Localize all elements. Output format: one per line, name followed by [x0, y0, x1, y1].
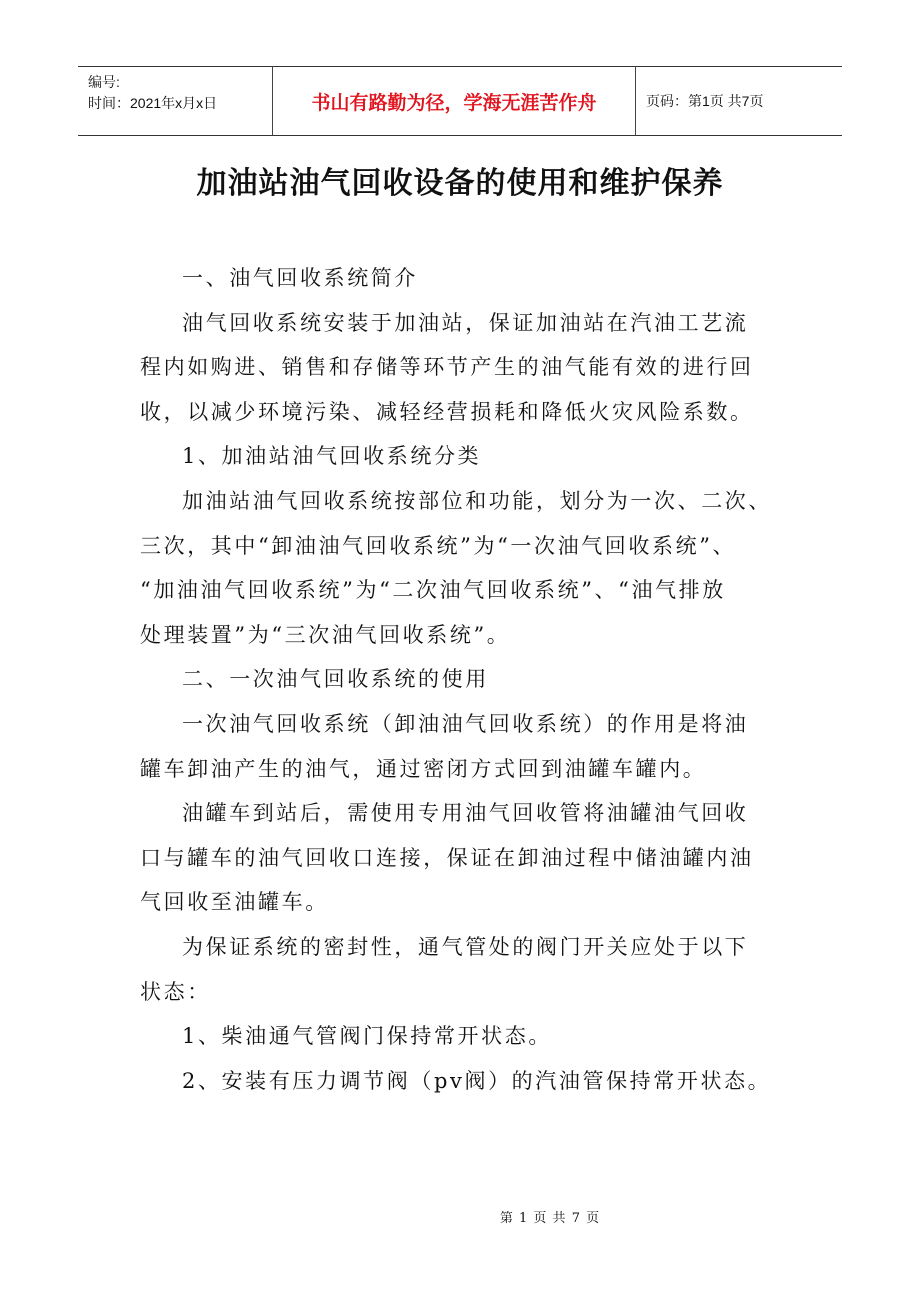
- footer-page-number: 第 1 页 共 7 页: [499, 1211, 601, 1226]
- text-line: 气回收至油罐车。: [140, 890, 329, 915]
- header-info-cell: [78, 67, 273, 135]
- header-motto-cell: [273, 67, 636, 135]
- text-line: 加油站油气回收系统按部位和功能，划分为一次、二次、: [182, 488, 772, 513]
- paragraph: [140, 1059, 790, 1104]
- text-line: 口与罐车的油气回收口连接，保证在卸油过程中储油罐内油: [140, 845, 754, 870]
- text-line: 2、安装有压力调节阀（pv阀）的汽油管保持常开状态。: [182, 1068, 772, 1093]
- text-line: 一、油气回收系统简介: [182, 266, 418, 290]
- paragraph: [140, 702, 790, 791]
- motto-text: 书山有路勤为径，学海无涯苦作舟: [311, 91, 597, 114]
- text-line: 油气回收系统安装于加油站，保证加油站在汽油工艺流: [182, 310, 749, 335]
- code-label: 编号:: [88, 74, 120, 90]
- text-line: 状态：: [140, 979, 211, 1004]
- paragraph: [140, 479, 790, 657]
- text-line: 油罐车到站后，需使用专用油气回收管将油罐油气回收: [182, 801, 749, 826]
- page-footer: [0, 1207, 920, 1226]
- text-line: “加油油气回收系统”为“二次油气回收系统”、“油气排放: [140, 578, 726, 603]
- text-line: 1、柴油通气管阀门保持常开状态。: [182, 1024, 552, 1049]
- text-line: 二、一次油气回收系统的使用: [182, 667, 489, 692]
- paragraph: [140, 434, 790, 479]
- paragraph: [140, 657, 790, 702]
- document-title: 加油站油气回收设备的使用和维护保养: [196, 166, 724, 201]
- header-table: [78, 66, 842, 136]
- document-body: [140, 256, 790, 1103]
- text-line: 程内如购进、销售和存储等环节产生的油气能有效的进行回: [140, 355, 754, 380]
- paragraph: [140, 1014, 790, 1059]
- text-line: 处理装置”为“三次油气回收系统”。: [140, 622, 511, 647]
- text-line: 1、加油站油气回收系统分类: [182, 444, 482, 469]
- time-label: 时间：2021年x月x日: [88, 95, 218, 111]
- paragraph: [140, 925, 790, 1014]
- paragraph: [140, 791, 790, 925]
- text-line: 罐车卸油产生的油气，通过密闭方式回到油罐车罐内。: [140, 756, 707, 781]
- paragraph: [140, 301, 790, 435]
- text-line: 三次，其中“卸油油气回收系统”为“一次油气回收系统”、: [140, 533, 737, 558]
- text-line: 收，以减少环境污染、减轻经营损耗和降低火灾风险系数。: [140, 399, 754, 424]
- text-line: 一次油气回收系统（卸油油气回收系统）的作用是将油: [182, 711, 749, 736]
- header-page-cell: [636, 67, 842, 135]
- paragraph: [140, 256, 790, 301]
- page-info: 页码：第1页 共7页: [646, 93, 764, 109]
- text-line: 为保证系统的密封性，通气管处的阀门开关应处于以下: [182, 934, 749, 959]
